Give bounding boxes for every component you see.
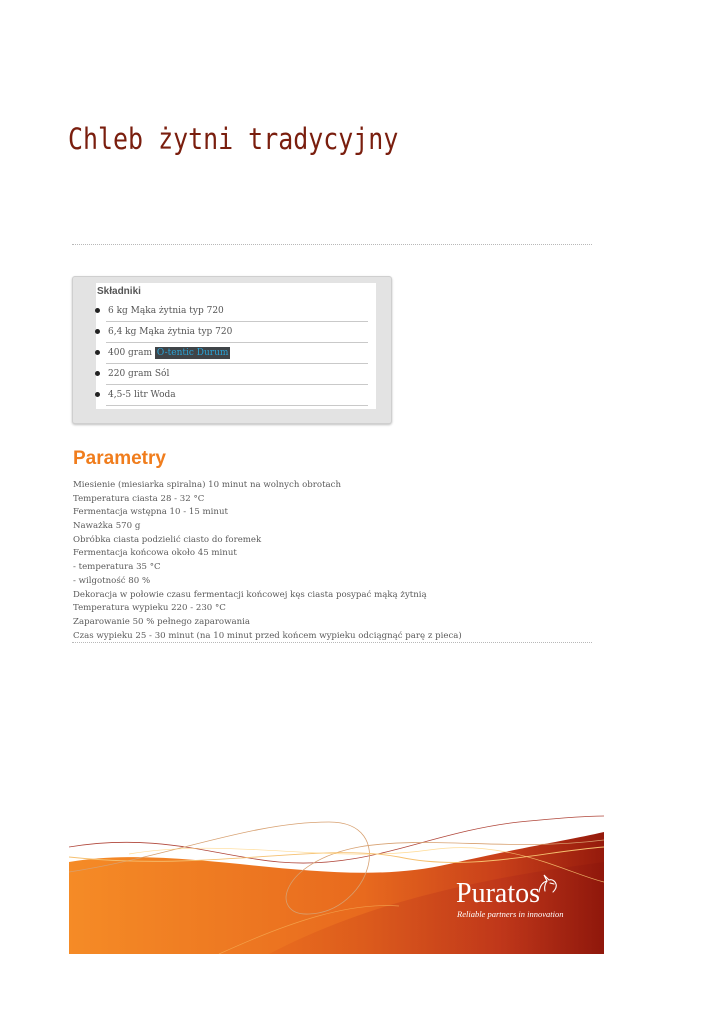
ingredient-text: 4,5-5 litr Woda	[108, 390, 176, 400]
bottom-divider	[72, 642, 592, 643]
ingredients-heading: Składniki	[97, 286, 141, 297]
parameter-line: - wilgotność 80 %	[73, 575, 151, 586]
bullet-icon	[95, 371, 100, 376]
bullet-icon	[95, 308, 100, 313]
parameter-line: Temperatura wypieku 220 - 230 °C	[73, 603, 226, 614]
ingredient-text: 220 gram Sól	[108, 369, 170, 379]
parameter-line: Obróbka ciasta podzielić ciasto do foremek	[73, 534, 262, 545]
footer-banner	[69, 802, 604, 954]
bullet-icon	[95, 350, 100, 355]
parameter-line: Miesienie (miesiarka spiralna) 10 minut na wolnych obrotach	[73, 480, 341, 490]
ingredient-item	[106, 364, 368, 385]
bullet-icon	[95, 329, 100, 334]
parameter-line: Zaparowanie 50 % pełnego zaparowania	[73, 616, 250, 627]
parameter-line: Temperatura ciasta 28 - 32 °C	[73, 493, 205, 504]
brand-logo-text: Puratos	[456, 878, 540, 909]
parameter-line: Fermentacja wstępna 10 - 15 minut	[73, 507, 228, 518]
ingredient-item	[106, 385, 368, 406]
recipe-title: Chleb żytni tradycyjny	[68, 122, 399, 156]
parameter-line: Czas wypieku 25 - 30 minut (na 10 minut przed końcem wypieku odciągnąć parę z pieca)	[73, 630, 462, 641]
ingredients-inner	[96, 283, 376, 409]
brand-tagline: Reliable partners in innovation	[457, 909, 564, 919]
ingredient-item	[106, 343, 368, 364]
parameter-line: Dekoracja w połowie czasu fermentacji końcowej kęs ciasta posypać mąką żytnią	[73, 589, 427, 600]
parameters-heading: Parametry	[73, 448, 166, 469]
ingredients-panel	[72, 276, 392, 424]
parameter-line: - temperatura 35 °C	[73, 562, 161, 573]
ingredient-link[interactable]: O-tentic Durum	[156, 348, 229, 358]
parameter-line: Naważka 570 g	[73, 521, 141, 532]
parameters-list	[73, 479, 462, 643]
parameter-line: Fermentacja końcowa około 45 minut	[73, 548, 237, 559]
top-divider	[72, 244, 592, 245]
ingredients-list	[96, 301, 368, 406]
ingredient-item	[106, 322, 368, 343]
bullet-icon	[95, 392, 100, 397]
ingredient-text: 6 kg Mąka żytnia typ 720	[108, 306, 224, 316]
ingredient-text: 400 gram	[108, 348, 155, 358]
ingredient-item	[106, 301, 368, 322]
ingredient-text: 6,4 kg Mąka żytnia typ 720	[108, 327, 233, 337]
